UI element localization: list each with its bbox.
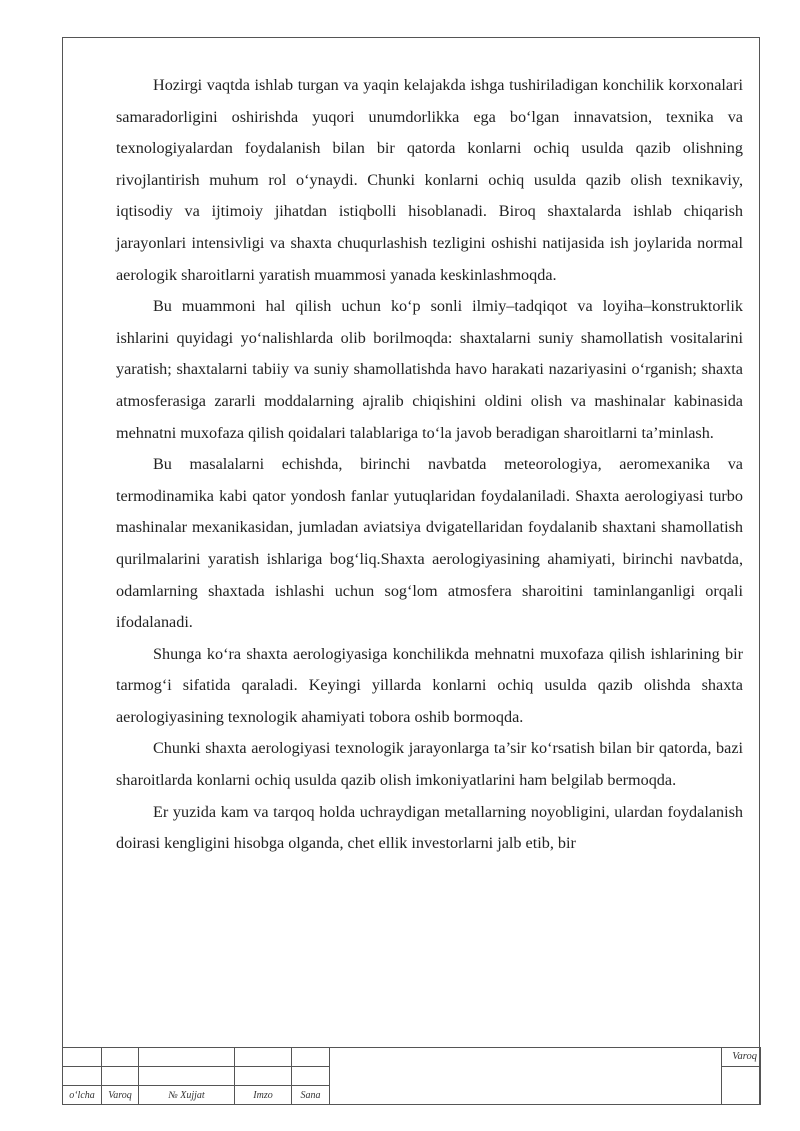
- paragraph-3: Bu masalalarni echishda, birinchi navbatda meteorologiya, aeromexanika va termodinamika kabi qator yondosh fanlar yutuqlaridan foydalaniladi. Shaxta aerologiyasi turbo mashinalar mexanikasidan, jumladan aviatsiya dvigatellaridan foydalanib shaxtani shamollatish qurilmalarini yaratish ishlariga bog‘liq.Shaxta aerologiyasining ahamiyati, birinchi navbatda, odamlarning shaxtada ishlashi uchun sog‘lom atmosfera sharoitini taminlanganligi orqali ifodalanadi.: [116, 455, 743, 632]
- paragraph-4: Shunga ko‘ra shaxta aerologiyasiga konchilikda mehnatni muxofaza qilish ishlarining bir tarmog‘i sifatida qaraladi. Keyingi yillarda konlarni ochiq usulda qazib olishda shaxta aerologiyasining texnologik ahamiyati tobora oshib bormoqda.: [116, 644, 743, 726]
- paragraph-5: Chunki shaxta aerologiyasi texnologik jarayonlarga ta’sir ko‘rsatish bilan bir qatorda, bazi sharoitlarda konlarni ochiq usulda qazib olish imkoniyatlarini ham belgilab bermoqda.: [116, 739, 743, 790]
- stamp-label-hujjat: № Xujjat: [139, 1086, 235, 1105]
- stamp-cell: [139, 1048, 235, 1067]
- stamp-label-ozlcha: o‘lcha: [63, 1086, 102, 1105]
- stamp-cell: [235, 1048, 292, 1067]
- stamp-sheet-number: [722, 1067, 761, 1105]
- stamp-label-sana: Sana: [292, 1086, 330, 1105]
- stamp-cell: [102, 1048, 139, 1067]
- stamp-sheet-label: Varoq: [722, 1048, 761, 1067]
- paragraph-6: Er yuzida kam va tarqoq holda uchraydigan metallarning noyobligini, ulardan foydalanish doirasi kengligini hisobga olganda, chet ellik investorlarni jalb etib, bir: [116, 802, 743, 853]
- stamp-label-imzo: Imzo: [235, 1086, 292, 1105]
- document-body: [116, 70, 743, 860]
- stamp-cell: [139, 1067, 235, 1086]
- stamp-label-varoq: Varoq: [102, 1086, 139, 1105]
- stamp-cell: [63, 1067, 102, 1086]
- paragraph-1: Hozirgi vaqtda ishlab turgan va yaqin kelajakda ishga tushiriladigan konchilik korxonalari samaradorligini oshirishda yuqori unumdorlikka ega bo‘lgan innavatsion, texnika va texnologiyalardan foydalanish bilan bir qatorda konlarni ochiq usulda qazib olishning rivojlantirish muhum rol o‘ynaydi. Chunki konlarni ochiq usulda qazib olish texnikaviy, iqtisodiy va ijtimoiy jihatdan istiqbolli hisoblanadi. Biroq shaxtalarda ishlab chiqarish jarayonlari intensivligi va shaxta chuqurlashish tezligini oshishi natijasida ish joylarida normal aerologik sharoitlarni yaratish muammosi yanada keskinlashmoqda.: [116, 76, 743, 284]
- title-block-stamp: [62, 1047, 760, 1105]
- stamp-cell: [292, 1067, 330, 1086]
- stamp-main-cell: [330, 1048, 722, 1105]
- stamp-cell: [102, 1067, 139, 1086]
- stamp-cell: [63, 1048, 102, 1067]
- stamp-cell: [292, 1048, 330, 1067]
- stamp-cell: [235, 1067, 292, 1086]
- paragraph-2: Bu muammoni hal qilish uchun ko‘p sonli ilmiy–tadqiqot va loyiha–konstruktorlik ishlarini quyidagi yo‘nalishlarda olib borilmoqda: shaxtalarni suniy shamollatish vositalarini yaratish; shaxtalarni tabiiy va suniy shamollatishda havo harakati nazariyasini o‘rganish; shaxta atmosferasiga zararli moddalarning ajralib chiqishini oldini olish va mashinalar kabinasida mehnatni muxofaza qilish qoidalari talablariga to‘la javob beradigan sharoitlarni ta’minlash.: [116, 297, 743, 442]
